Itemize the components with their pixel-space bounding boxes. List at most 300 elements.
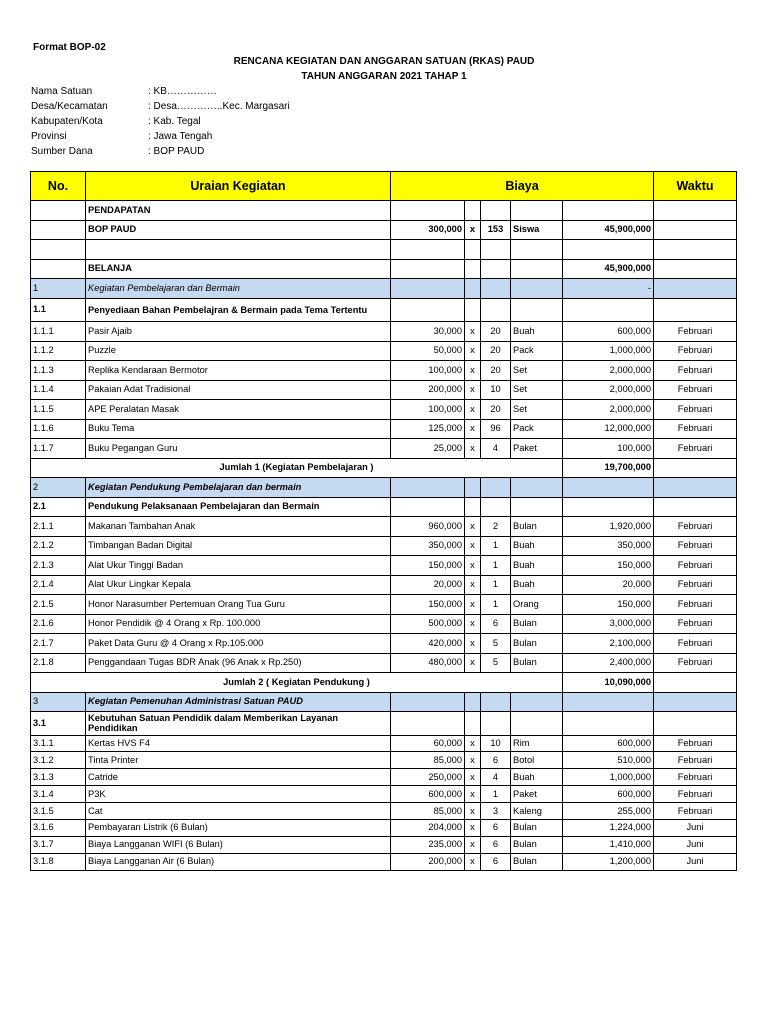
table-row — [31, 803, 737, 820]
info-row-provinsi — [31, 129, 290, 144]
item-price: 85,000 — [391, 752, 465, 769]
item-waktu: Februari — [654, 556, 737, 576]
item-name: Buku Pegangan Guru — [86, 439, 391, 459]
item-waktu: Februari — [654, 769, 737, 786]
section3-title-row — [31, 692, 737, 712]
item-qty: 20 — [481, 322, 511, 342]
item-name: Buku Tema — [86, 419, 391, 439]
table-row — [31, 322, 737, 342]
item-waktu: Februari — [654, 634, 737, 654]
belanja-row — [31, 259, 737, 279]
cell-x — [465, 279, 481, 299]
cell-qty — [481, 259, 511, 279]
item-price: 150,000 — [391, 595, 465, 615]
item-total: 2,000,000 — [563, 400, 654, 420]
item-no: 1.1.6 — [31, 419, 86, 439]
table-row — [31, 517, 737, 537]
table-row — [31, 614, 737, 634]
section1-subsection-row — [31, 298, 737, 322]
item-name: Pasir Ajaib — [86, 322, 391, 342]
item-name: APE Peralatan Masak — [86, 400, 391, 420]
item-no: 2.1.6 — [31, 614, 86, 634]
item-qty: 10 — [481, 735, 511, 752]
item-qty: 6 — [481, 614, 511, 634]
item-qty: 1 — [481, 536, 511, 556]
subsection-no: 1.1 — [31, 298, 86, 322]
item-total: 150,000 — [563, 595, 654, 615]
item-x: x — [465, 556, 481, 576]
item-unit: Set — [511, 361, 563, 381]
section-no: 3 — [31, 692, 86, 712]
item-waktu: Februari — [654, 380, 737, 400]
item-qty: 2 — [481, 517, 511, 537]
item-price: 100,000 — [391, 361, 465, 381]
item-total: 100,000 — [563, 439, 654, 459]
sum-total: 19,700,000 — [563, 458, 654, 478]
pendapatan-row — [31, 201, 737, 221]
cell-qty — [481, 298, 511, 322]
item-x: x — [465, 634, 481, 654]
item-total: 2,000,000 — [563, 361, 654, 381]
cell-total — [563, 712, 654, 736]
item-waktu: Februari — [654, 517, 737, 537]
item-x: x — [465, 517, 481, 537]
item-unit: Rim — [511, 735, 563, 752]
cell-qty — [481, 692, 511, 712]
info-label: Provinsi — [31, 131, 67, 142]
item-x: x — [465, 752, 481, 769]
subsection-title: Penyediaan Bahan Pembelajran & Bermain pada Tema Tertentu — [86, 298, 391, 322]
item-waktu: Februari — [654, 786, 737, 803]
item-x: x — [465, 380, 481, 400]
table-row — [31, 341, 737, 361]
item-no: 1.1.7 — [31, 439, 86, 459]
item-waktu: Februari — [654, 595, 737, 615]
cell-empty — [481, 240, 511, 260]
item-x: x — [465, 419, 481, 439]
item-price: 85,000 — [391, 803, 465, 820]
item-no: 2.1.5 — [31, 595, 86, 615]
item-unit: Buah — [511, 556, 563, 576]
table-row — [31, 769, 737, 786]
cell-price — [391, 712, 465, 736]
cell-qty — [481, 497, 511, 517]
info-row-sumber-dana — [31, 144, 290, 159]
cell-total — [563, 692, 654, 712]
item-x: x — [465, 575, 481, 595]
pendapatan-x: x — [465, 220, 481, 240]
item-waktu: Februari — [654, 361, 737, 381]
item-total: 1,000,000 — [563, 769, 654, 786]
cell-x — [465, 478, 481, 498]
item-total: 1,410,000 — [563, 836, 654, 853]
cell-waktu — [654, 497, 737, 517]
item-unit: Botol — [511, 752, 563, 769]
cell-qty — [481, 712, 511, 736]
format-label: Format BOP-02 — [33, 42, 106, 53]
item-name: Replika Kendaraan Bermotor — [86, 361, 391, 381]
cell-qty — [481, 201, 511, 221]
cell-price — [391, 259, 465, 279]
item-price: 960,000 — [391, 517, 465, 537]
item-unit: Set — [511, 380, 563, 400]
cell-price — [391, 279, 465, 299]
item-qty: 1 — [481, 786, 511, 803]
item-total: 600,000 — [563, 322, 654, 342]
item-x: x — [465, 735, 481, 752]
identity-block — [31, 84, 290, 159]
item-total: 1,000,000 — [563, 341, 654, 361]
item-qty: 20 — [481, 341, 511, 361]
item-price: 60,000 — [391, 735, 465, 752]
sum-label: Jumlah 2 ( Kegiatan Pendukung ) — [31, 673, 563, 693]
cell-empty — [465, 240, 481, 260]
belanja-total: 45,900,000 — [563, 259, 654, 279]
section1-sum-row — [31, 458, 737, 478]
item-unit: Buah — [511, 769, 563, 786]
cell-price — [391, 692, 465, 712]
item-unit: Set — [511, 400, 563, 420]
pendapatan-item: BOP PAUD — [86, 220, 391, 240]
item-name: Biaya Langganan WIFI (6 Bulan) — [86, 836, 391, 853]
item-waktu: Februari — [654, 419, 737, 439]
info-value: : Kab. Tegal — [148, 116, 201, 127]
info-label: Kabupaten/Kota — [31, 116, 103, 127]
table-row — [31, 575, 737, 595]
item-waktu: Februari — [654, 803, 737, 820]
table-row — [31, 361, 737, 381]
info-row-desa-kecamatan — [31, 99, 290, 114]
item-price: 125,000 — [391, 419, 465, 439]
item-x: x — [465, 536, 481, 556]
info-label: Nama Satuan — [31, 86, 93, 97]
cell-unit — [511, 201, 563, 221]
info-value: : BOP PAUD — [148, 146, 205, 157]
cell-empty — [563, 240, 654, 260]
item-waktu: Juni — [654, 853, 737, 870]
item-price: 200,000 — [391, 853, 465, 870]
pendapatan-total: 45,900,000 — [563, 220, 654, 240]
item-waktu: Februari — [654, 735, 737, 752]
item-price: 25,000 — [391, 439, 465, 459]
item-qty: 1 — [481, 556, 511, 576]
subsection-no: 3.1 — [31, 712, 86, 736]
item-name: Cat — [86, 803, 391, 820]
item-name: Penggandaan Tugas BDR Anak (96 Anak x Rp.250) — [86, 653, 391, 673]
cell-no — [31, 201, 86, 221]
pendapatan-unit: Siswa — [511, 220, 563, 240]
section1-title-row — [31, 279, 737, 299]
table-row — [31, 634, 737, 654]
table-row — [31, 752, 737, 769]
item-x: x — [465, 614, 481, 634]
item-name: Makanan Tambahan Anak — [86, 517, 391, 537]
item-name: Puzzle — [86, 341, 391, 361]
pendapatan-label: PENDAPATAN — [86, 201, 391, 221]
cell-total — [563, 478, 654, 498]
item-waktu: Februari — [654, 614, 737, 634]
cell-waktu — [654, 673, 737, 693]
section2-sum-row — [31, 673, 737, 693]
item-no: 3.1.8 — [31, 853, 86, 870]
cell-x — [465, 259, 481, 279]
cell-x — [465, 298, 481, 322]
item-qty: 6 — [481, 836, 511, 853]
cell-unit — [511, 298, 563, 322]
item-qty: 10 — [481, 380, 511, 400]
table-row — [31, 380, 737, 400]
cell-no — [31, 259, 86, 279]
item-total: 150,000 — [563, 556, 654, 576]
item-no: 1.1.5 — [31, 400, 86, 420]
item-name: Catride — [86, 769, 391, 786]
item-qty: 5 — [481, 653, 511, 673]
item-qty: 6 — [481, 853, 511, 870]
section2-subsection-row — [31, 497, 737, 517]
table-row — [31, 786, 737, 803]
item-qty: 4 — [481, 769, 511, 786]
item-price: 480,000 — [391, 653, 465, 673]
table-row — [31, 536, 737, 556]
item-price: 30,000 — [391, 322, 465, 342]
header-biaya: Biaya — [391, 172, 654, 201]
item-unit: Paket — [511, 786, 563, 803]
item-no: 2.1.2 — [31, 536, 86, 556]
cell-waktu — [654, 458, 737, 478]
item-total: 600,000 — [563, 735, 654, 752]
item-name: Honor Pendidik @ 4 Orang x Rp. 100.000 — [86, 614, 391, 634]
item-unit: Bulan — [511, 836, 563, 853]
item-name: Pembayaran Listrik (6 Bulan) — [86, 819, 391, 836]
item-no: 1.1.3 — [31, 361, 86, 381]
item-x: x — [465, 836, 481, 853]
item-total: 255,000 — [563, 803, 654, 820]
item-unit: Bulan — [511, 614, 563, 634]
cell-waktu — [654, 220, 737, 240]
item-qty: 6 — [481, 819, 511, 836]
item-unit: Pack — [511, 341, 563, 361]
cell-price — [391, 478, 465, 498]
item-no: 3.1.1 — [31, 735, 86, 752]
item-waktu: Februari — [654, 341, 737, 361]
item-waktu: Februari — [654, 536, 737, 556]
sum-label: Jumlah 1 (Kegiatan Pembelajaran ) — [31, 458, 563, 478]
info-row-nama-satuan — [31, 84, 290, 99]
item-qty: 1 — [481, 575, 511, 595]
item-no: 2.1.3 — [31, 556, 86, 576]
cell-waktu — [654, 298, 737, 322]
item-no: 3.1.7 — [31, 836, 86, 853]
cell-empty — [654, 240, 737, 260]
cell-unit — [511, 692, 563, 712]
cell-x — [465, 692, 481, 712]
item-unit: Buah — [511, 575, 563, 595]
section-no: 2 — [31, 478, 86, 498]
pendapatan-qty: 153 — [481, 220, 511, 240]
item-name: Pakaian Adat Tradisional — [86, 380, 391, 400]
cell-total — [563, 298, 654, 322]
item-no: 1.1.2 — [31, 341, 86, 361]
cell-price — [391, 298, 465, 322]
item-no: 2.1.1 — [31, 517, 86, 537]
item-unit: Bulan — [511, 517, 563, 537]
item-price: 600,000 — [391, 786, 465, 803]
item-name: Alat Ukur Tinggi Badan — [86, 556, 391, 576]
rkas-table — [30, 171, 737, 871]
item-x: x — [465, 361, 481, 381]
item-x: x — [465, 595, 481, 615]
item-x: x — [465, 322, 481, 342]
item-x: x — [465, 819, 481, 836]
item-no: 3.1.3 — [31, 769, 86, 786]
table-row — [31, 595, 737, 615]
cell-unit — [511, 478, 563, 498]
item-total: 3,000,000 — [563, 614, 654, 634]
item-x: x — [465, 653, 481, 673]
subsection-title: Kebutuhan Satuan Pendidik dalam Memberikan Layanan Pendidikan — [86, 712, 391, 736]
item-total: 12,000,000 — [563, 419, 654, 439]
cell-empty — [511, 240, 563, 260]
item-total: 1,224,000 — [563, 819, 654, 836]
section-title: Kegiatan Pendukung Pembelajaran dan bermain — [86, 478, 391, 498]
cell-qty — [481, 478, 511, 498]
sum-total: 10,090,000 — [563, 673, 654, 693]
item-total: 350,000 — [563, 536, 654, 556]
pendapatan-price: 300,000 — [391, 220, 465, 240]
cell-unit — [511, 712, 563, 736]
cell-x — [465, 712, 481, 736]
item-qty: 4 — [481, 439, 511, 459]
item-no: 1.1.1 — [31, 322, 86, 342]
table-row — [31, 853, 737, 870]
item-waktu: Juni — [654, 836, 737, 853]
item-qty: 5 — [481, 634, 511, 654]
cell-qty — [481, 279, 511, 299]
table-row — [31, 400, 737, 420]
table-row — [31, 819, 737, 836]
bop-paud-row — [31, 220, 737, 240]
item-price: 204,000 — [391, 819, 465, 836]
cell-no — [31, 220, 86, 240]
item-price: 420,000 — [391, 634, 465, 654]
item-x: x — [465, 341, 481, 361]
cell-total — [563, 497, 654, 517]
item-qty: 20 — [481, 400, 511, 420]
header-no: No. — [31, 172, 86, 201]
item-name: Honor Narasumber Pertemuan Orang Tua Guru — [86, 595, 391, 615]
item-price: 50,000 — [391, 341, 465, 361]
cell-unit — [511, 497, 563, 517]
item-waktu: Februari — [654, 575, 737, 595]
document-title: RENCANA KEGIATAN DAN ANGGARAN SATUAN (RKAS) PAUD — [233, 56, 535, 67]
item-price: 250,000 — [391, 769, 465, 786]
item-unit: Bulan — [511, 853, 563, 870]
item-total: 600,000 — [563, 786, 654, 803]
item-unit: Orang — [511, 595, 563, 615]
cell-waktu — [654, 259, 737, 279]
item-total: 2,100,000 — [563, 634, 654, 654]
cell-waktu — [654, 478, 737, 498]
table-row — [31, 419, 737, 439]
item-total: 1,200,000 — [563, 853, 654, 870]
item-price: 150,000 — [391, 556, 465, 576]
table-header-row — [31, 172, 737, 201]
item-name: Alat Ukur Lingkar Kepala — [86, 575, 391, 595]
subsection-title: Pendukung Pelaksanaan Pembelajaran dan Bermain — [86, 497, 391, 517]
section-no: 1 — [31, 279, 86, 299]
section3-subsection-row — [31, 712, 737, 736]
cell-unit — [511, 259, 563, 279]
table-row — [31, 653, 737, 673]
cell-empty — [86, 240, 391, 260]
item-x: x — [465, 803, 481, 820]
item-waktu: Februari — [654, 400, 737, 420]
cell-empty — [391, 240, 465, 260]
cell-price — [391, 201, 465, 221]
table-row — [31, 735, 737, 752]
section2-title-row — [31, 478, 737, 498]
item-no: 2.1.4 — [31, 575, 86, 595]
item-waktu: Februari — [654, 752, 737, 769]
cell-waktu — [654, 201, 737, 221]
item-no: 2.1.8 — [31, 653, 86, 673]
item-unit: Bulan — [511, 653, 563, 673]
item-qty: 20 — [481, 361, 511, 381]
item-x: x — [465, 786, 481, 803]
item-unit: Kaleng — [511, 803, 563, 820]
item-price: 100,000 — [391, 400, 465, 420]
item-x: x — [465, 439, 481, 459]
section-title: Kegiatan Pembelajaran dan Bermain — [86, 279, 391, 299]
info-row-kabupaten-kota — [31, 114, 290, 129]
item-qty: 1 — [481, 595, 511, 615]
cell-x — [465, 201, 481, 221]
belanja-label: BELANJA — [86, 259, 391, 279]
item-price: 235,000 — [391, 836, 465, 853]
info-label: Sumber Dana — [31, 146, 93, 157]
info-value: : Jawa Tengah — [148, 131, 213, 142]
cell-waktu — [654, 279, 737, 299]
cell-unit — [511, 279, 563, 299]
cell-total — [563, 201, 654, 221]
info-value: : KB…………… — [148, 86, 217, 97]
header-waktu: Waktu — [654, 172, 737, 201]
subsection-no: 2.1 — [31, 497, 86, 517]
item-price: 200,000 — [391, 380, 465, 400]
item-no: 1.1.4 — [31, 380, 86, 400]
item-name: P3K — [86, 786, 391, 803]
cell-waktu — [654, 692, 737, 712]
table-row — [31, 439, 737, 459]
table-row — [31, 556, 737, 576]
item-waktu: Februari — [654, 439, 737, 459]
item-name: Paket Data Guru @ 4 Orang x Rp.105.000 — [86, 634, 391, 654]
item-no: 2.1.7 — [31, 634, 86, 654]
cell-waktu — [654, 712, 737, 736]
item-total: 2,000,000 — [563, 380, 654, 400]
cell-price — [391, 497, 465, 517]
info-label: Desa/Kecamatan — [31, 101, 108, 112]
item-no: 3.1.6 — [31, 819, 86, 836]
item-name: Tinta Printer — [86, 752, 391, 769]
item-qty: 96 — [481, 419, 511, 439]
section-title: Kegiatan Pemenuhan Administrasi Satuan PAUD — [86, 692, 391, 712]
item-name: Kertas HVS F4 — [86, 735, 391, 752]
empty-row — [31, 240, 737, 260]
item-name: Timbangan Badan Digital — [86, 536, 391, 556]
item-unit: Buah — [511, 322, 563, 342]
document-subtitle: TAHUN ANGGARAN 2021 TAHAP 1 — [301, 71, 467, 82]
